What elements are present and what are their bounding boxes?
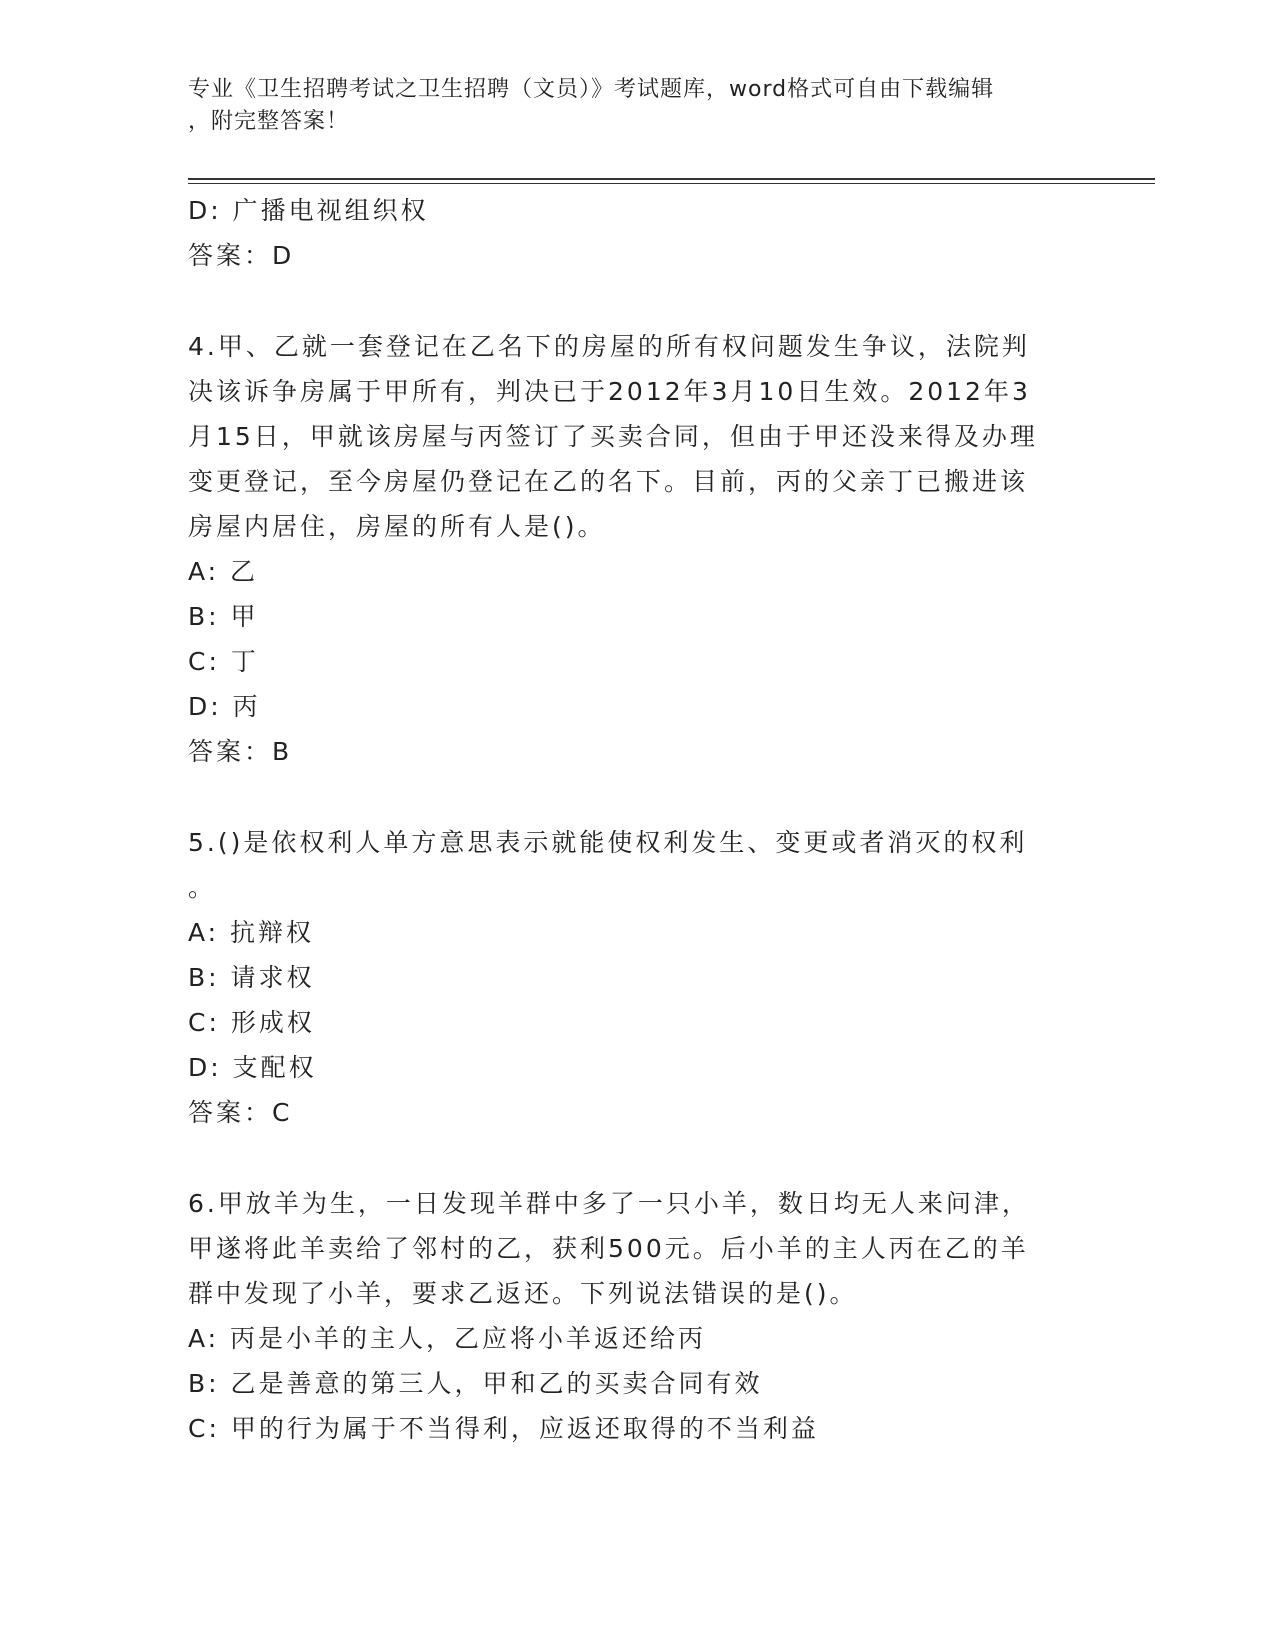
q4-stem-line: 变更登记，至今房屋仍登记在乙的名下。目前，丙的父亲丁已搬进该 [188, 467, 1029, 496]
document-header [188, 74, 1068, 138]
header-rule-thick [188, 178, 1155, 180]
q5-stem-line: 。 [188, 873, 217, 902]
q4-stem-line: 决该诉争房属于甲所有，判决已于2012年3月10日生效。2012年3 [188, 377, 1031, 406]
q5-answer: 答案：C [188, 1098, 293, 1127]
q5-stem-line: 5.()是依权利人单方意思表示就能使权利发生、变更或者消灭的权利 [188, 828, 1028, 857]
q5-option-d: D: 支配权 [188, 1053, 317, 1082]
q6-option-a: A: 丙是小羊的主人，乙应将小羊返还给丙 [188, 1324, 707, 1353]
header-line-2: ，附完整答案！ [188, 109, 350, 134]
q4-answer: 答案：B [188, 737, 293, 766]
q4-option-c: C: 丁 [188, 647, 259, 676]
q5-option-c: C: 形成权 [188, 1008, 315, 1037]
q6-stem-line: 群中发现了小羊，要求乙返还。下列说法错误的是()。 [188, 1279, 858, 1308]
q4-option-a: A: 乙 [188, 557, 259, 586]
question-6 [188, 1181, 1088, 1451]
q4-option-d: D: 丙 [188, 692, 261, 721]
q5-option-b: B: 请求权 [188, 963, 315, 992]
header-rule-thin [188, 183, 1155, 184]
q4-option-b: B: 甲 [188, 602, 259, 631]
prev-answer: 答案：D [188, 241, 295, 270]
prev-option-d: D: 广播电视组织权 [188, 196, 429, 225]
header-line-1: 专业《卫生招聘考试之卫生招聘（文员）》考试题库，word格式可自由下载编辑 [188, 77, 995, 102]
question-list [188, 188, 1088, 1451]
spacer [188, 278, 1088, 324]
q6-stem-line: 6.甲放羊为生，一日发现羊群中多了一只小羊，数日均无人来问津， [188, 1189, 1030, 1218]
q6-stem-line: 甲遂将此羊卖给了邻村的乙，获利500元。后小羊的主人丙在乙的羊 [188, 1234, 1029, 1263]
q6-option-b: B: 乙是善意的第三人，甲和乙的买卖合同有效 [188, 1369, 763, 1398]
spacer [188, 1135, 1088, 1181]
question-4 [188, 324, 1088, 774]
q6-option-c: C: 甲的行为属于不当得利，应返还取得的不当利益 [188, 1414, 819, 1443]
q4-stem-line: 4.甲、乙就一套登记在乙名下的房屋的所有权问题发生争议，法院判 [188, 332, 1030, 361]
spacer [188, 774, 1088, 820]
q5-option-a: A: 抗辩权 [188, 918, 315, 947]
question-5 [188, 820, 1088, 1135]
q4-stem-line: 月15日，甲就该房屋与丙签订了买卖合同，但由于甲还没来得及办理 [188, 422, 1038, 451]
q4-stem-line: 房屋内居住，房屋的所有人是()。 [188, 512, 606, 541]
